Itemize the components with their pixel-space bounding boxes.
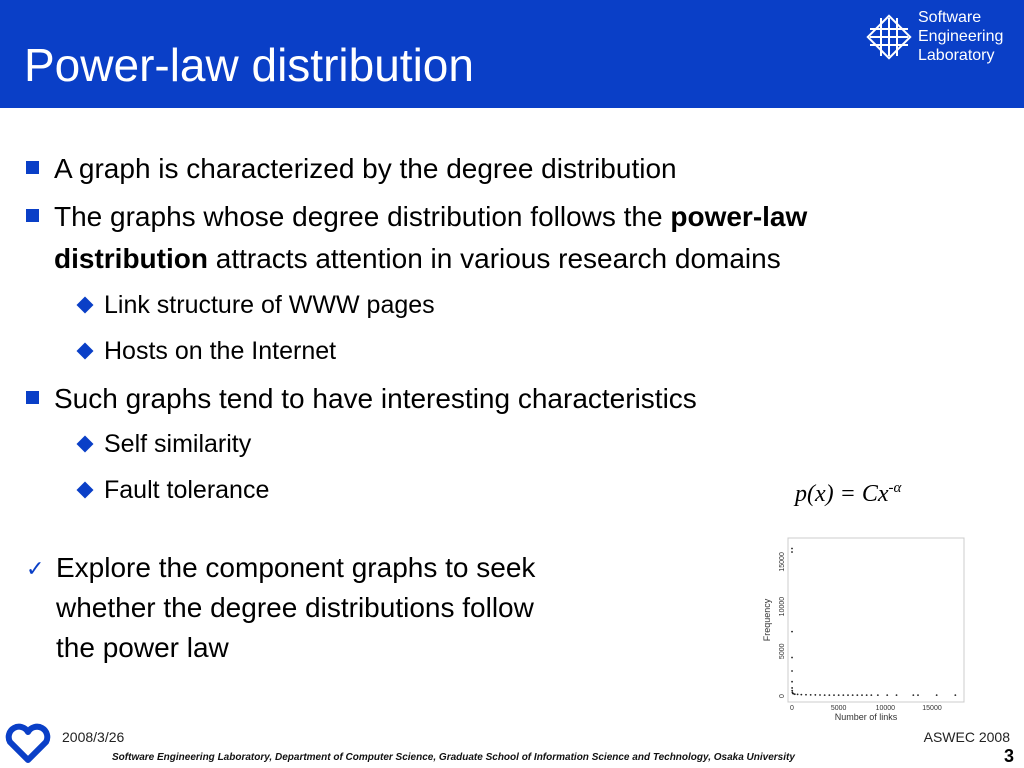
scatter-point [791,548,793,550]
y-tick-labels [779,552,786,698]
scatter-point [810,694,812,696]
scatter-point [833,694,835,696]
y-tick-label: 0 [779,694,786,698]
footer-date: 2008/3/26 [62,729,125,745]
x-axis-label: Number of links [834,712,898,722]
sub-bullet-fault-tolerance: Fault tolerance [104,473,269,507]
scatter-point [791,687,793,689]
footer-conference: ASWEC 2008 [923,729,1010,745]
footer-affiliation: Software Engineering Laboratory, Department of Computer Science, Graduate School of Information Science and Technology, Osaka University [112,752,795,763]
slide-title: Power-law distribution [24,39,474,91]
page-number: 3 [1003,746,1014,766]
diamond-bullet-icon [77,482,94,499]
square-bullet-icon [26,161,39,174]
x-tick-label: 10000 [875,705,896,712]
scatter-point [791,551,793,553]
scatter-point [917,694,919,696]
scatter-point [791,690,793,692]
scatter-point [842,694,844,696]
y-axis-label: Frequency [762,598,772,642]
scatter-point [814,694,816,696]
scatter-point [847,694,849,696]
sub-bullet-internet-hosts: Hosts on the Internet [104,334,336,368]
x-tick-label: 0 [790,705,794,712]
sub-bullet-www: Link structure of WWW pages [104,288,435,322]
scatter-point [912,694,914,696]
scatter-point [805,694,807,696]
scatter-point [838,694,840,696]
scatter-point [791,681,793,683]
power-law-formula: $p(x) = Cx^{-\alpha}$ [795,480,902,507]
x-tick-label: 5000 [830,705,847,712]
scatter-point [852,694,854,696]
scatter-point [896,694,898,696]
scatter-points [791,548,956,696]
scatter-point [791,631,793,633]
scatter-point [870,694,872,696]
scatter-point [791,657,793,659]
diamond-bullet-icon [77,343,94,360]
plot-frame [788,538,964,702]
scatter-point [794,693,796,695]
scatter-point [877,694,879,696]
scatter-point [886,694,888,696]
checkmark-icon: ✓ [26,556,45,581]
degree-distribution-chart [764,536,970,726]
scatter-point [791,670,793,672]
sub-bullet-self-similarity: Self similarity [104,427,251,461]
explore-statement: Explore the component graphs to seek whether the degree distributions follow the power law [56,552,536,663]
scatter-point [800,694,802,696]
bullet-degree-distribution: A graph is characterized by the degree distribution [54,148,677,190]
scatter-point [861,694,863,696]
bullet-power-law: The graphs whose degree distribution follows the power-law distribution attracts attention in various research domains [54,196,994,280]
square-bullet-icon [26,391,39,404]
x-tick-label: 15000 [922,705,942,712]
bullet-characteristics: Such graphs tend to have interesting characteristics [54,378,697,420]
x-tick-labels [790,705,942,712]
scatter-point [828,694,830,696]
y-tick-label: 15000 [779,552,786,572]
scatter-point [824,694,826,696]
scatter-point [936,694,938,696]
scatter-point [954,694,956,696]
y-tick-label: 5000 [779,643,786,660]
diamond-bullet-icon [77,297,94,314]
scatter-point [856,694,858,696]
university-logo-icon [4,720,52,764]
y-tick-label: 10000 [779,596,786,617]
scatter-point [819,694,821,696]
diamond-bullet-icon [77,436,94,453]
scatter-point [866,694,868,696]
lab-logo-text: Software Engineering Laboratory [918,9,1004,64]
scatter-point [797,693,799,695]
square-bullet-icon [26,209,39,222]
